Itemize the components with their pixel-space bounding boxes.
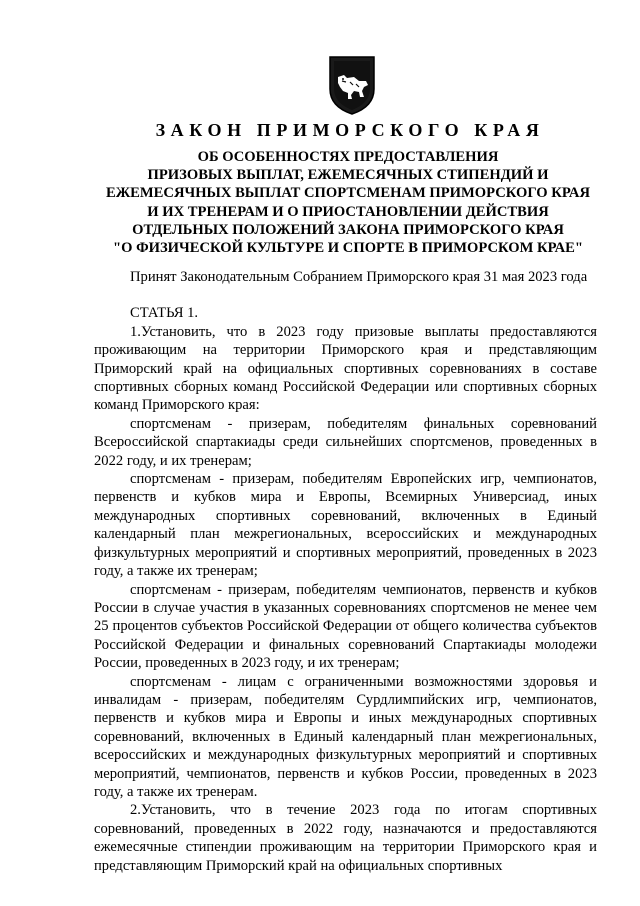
paragraph: спортсменам - лицам с ограниченными возможностями здоровья и инвалидам - призерам, победителям Сурдлимпийских игр, чемпионатов, первенств и кубков мира и Европы и иных международных спортивных соревнований, включенных в Единый календарный план межрегиональных, всероссийских и международных физкультурных мероприятий и спортивных мероприятий, чемпионатов, первенств и кубков России, проведенных в 2023 году, а также их тренерам. bbox=[94, 673, 597, 800]
coat-of-arms-icon bbox=[326, 55, 378, 115]
subject-line: ОБ ОСОБЕННОСТЯХ ПРЕДОСТАВЛЕНИЯ bbox=[197, 149, 499, 165]
subject-line: И ИХ ТРЕНЕРАМ И О ПРИОСТАНОВЛЕНИИ ДЕЙСТВИЯ bbox=[147, 203, 549, 220]
subject-line: ЕЖЕМЕСЯЧНЫХ ВЫПЛАТ СПОРТСМЕНАМ ПРИМОРСКОГО КРАЯ bbox=[106, 185, 590, 202]
paragraph: спортсменам - призерам, победителям чемпионатов, первенств и кубков России в случае участия в указанных соревнованиях спортсменов не менее чем 25 процентов субъектов Российской Федерации от общего количества субъектов Российской Федерации и финальных соревнований Спартакиады молодежи России, проведенных в 2023 году, и их тренерам; bbox=[94, 581, 597, 672]
adoption-note: Принят Законодательным Собранием Приморского края 31 мая 2023 года bbox=[130, 269, 588, 285]
subject-line: ПРИЗОВЫХ ВЫПЛАТ, ЕЖЕМЕСЯЧНЫХ СТИПЕНДИЙ И bbox=[147, 167, 549, 184]
paragraph: 1.Установить, что в 2023 году призовые выплаты предоставляются проживающим на территории Приморского края и представляющим Приморский край на официальных спортивных соревнованиях в составе спортивных сборных команд Российской Федерации или спортивных сборных команд Приморского края: bbox=[94, 323, 597, 414]
subject-line: ОТДЕЛЬНЫХ ПОЛОЖЕНИЙ ЗАКОНА ПРИМОРСКОГО КРАЯ bbox=[132, 221, 564, 238]
law-body bbox=[94, 268, 597, 875]
paragraph: 2.Установить, что в течение 2023 года по итогам спортивных соревнований, проведенных в 2022 году, назначаются и предоставляются ежемесячные стипендии проживающим на территории Приморского края и представляющим Приморский край на официальных спортивных bbox=[94, 802, 597, 874]
subject-line: "О ФИЗИЧЕСКОЙ КУЛЬТУРЕ И СПОРТЕ В ПРИМОРСКОМ КРАЕ" bbox=[112, 240, 584, 257]
law-title: ЗАКОН ПРИМОРСКОГО КРАЯ bbox=[155, 120, 545, 140]
law-subject bbox=[90, 148, 606, 257]
paragraph: спортсменам - призерам, победителям финальных соревнований Всероссийской спартакиады среди сильнейших спортсменов, проведенных в 2022 году, и их тренерам; bbox=[94, 415, 597, 469]
paragraph: спортсменам - призерам, победителям Европейских игр, чемпионатов, первенств и кубков мира и Европы, Всемирных Универсиад, иных международных спортивных соревнований, включенных в Единый календарный план межрегиональных, всероссийских и международных физкультурных мероприятий и спортивных мероприятий, проведенных в 2023 году, а также их тренерам; bbox=[94, 471, 597, 580]
article-heading: СТАТЬЯ 1. bbox=[130, 305, 199, 322]
